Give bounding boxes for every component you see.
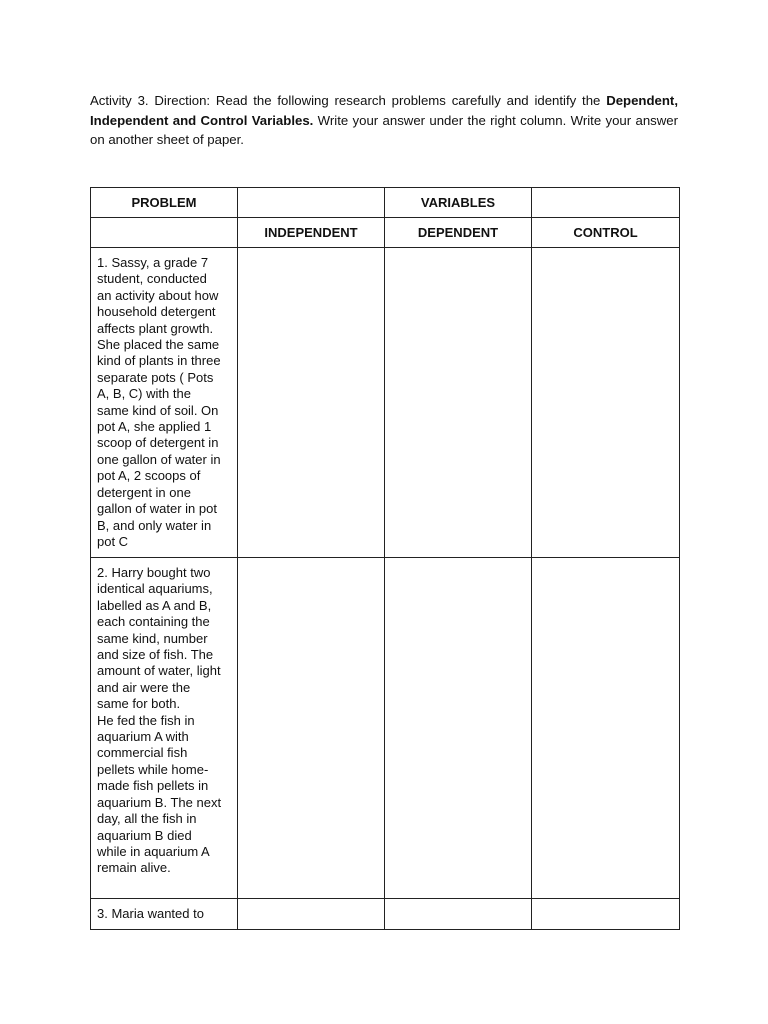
header-blank-cell — [532, 188, 680, 218]
directions-bold-text: Dependent, Independent and Control Variables. — [90, 93, 678, 128]
problem-cell: 2. Harry bought two identical aquariums, labelled as A and B, each containing the same kind, number and size of fish. The amount of water, light and air were the same for both. He fed the fish in aquarium A with commercial fish pellets while home- made fish pellets in aquarium B. The next day, all the fish in aquarium B died while in aquarium A remain alive. — [91, 558, 238, 899]
control-answer-cell[interactable] — [532, 899, 680, 930]
directions-text-part1: Activity 3. Direction: Read the following research problems carefully and identify the — [90, 93, 607, 108]
control-answer-cell[interactable] — [532, 558, 680, 899]
problem-cell: 1. Sassy, a grade 7 student, conducted an activity about how household detergent affects plant growth. She placed the same kind of plants in three separate pots ( Pots A, B, C) with the same kind of soil. On pot A, she applied 1 scoop of detergent in one gallon of water in pot A, 2 scoops of detergent in one gallon of water in pot B, and only water in pot C — [91, 248, 238, 558]
header-blank-cell — [238, 188, 385, 218]
table-row — [91, 899, 680, 930]
table-row — [91, 558, 680, 899]
problem-cell: 3. Maria wanted to — [91, 899, 238, 930]
variables-header: VARIABLES — [385, 188, 532, 218]
activity-directions — [90, 91, 678, 150]
control-answer-cell[interactable] — [532, 248, 680, 558]
independent-answer-cell[interactable] — [238, 558, 385, 899]
independent-header: INDEPENDENT — [238, 218, 385, 248]
problem-header: PROBLEM — [91, 188, 238, 218]
dependent-answer-cell[interactable] — [385, 899, 532, 930]
table-row — [91, 248, 680, 558]
independent-answer-cell[interactable] — [238, 899, 385, 930]
header-row-2 — [91, 218, 680, 248]
header-row-1 — [91, 188, 680, 218]
dependent-answer-cell[interactable] — [385, 558, 532, 899]
variables-table — [90, 187, 680, 930]
independent-answer-cell[interactable] — [238, 248, 385, 558]
directions-text-part2: Write your answer under the right column. Write your answer on another sheet of paper. — [90, 112, 678, 147]
header-empty-cell — [91, 218, 238, 248]
dependent-answer-cell[interactable] — [385, 248, 532, 558]
dependent-header: DEPENDENT — [385, 218, 532, 248]
control-header: CONTROL — [532, 218, 680, 248]
